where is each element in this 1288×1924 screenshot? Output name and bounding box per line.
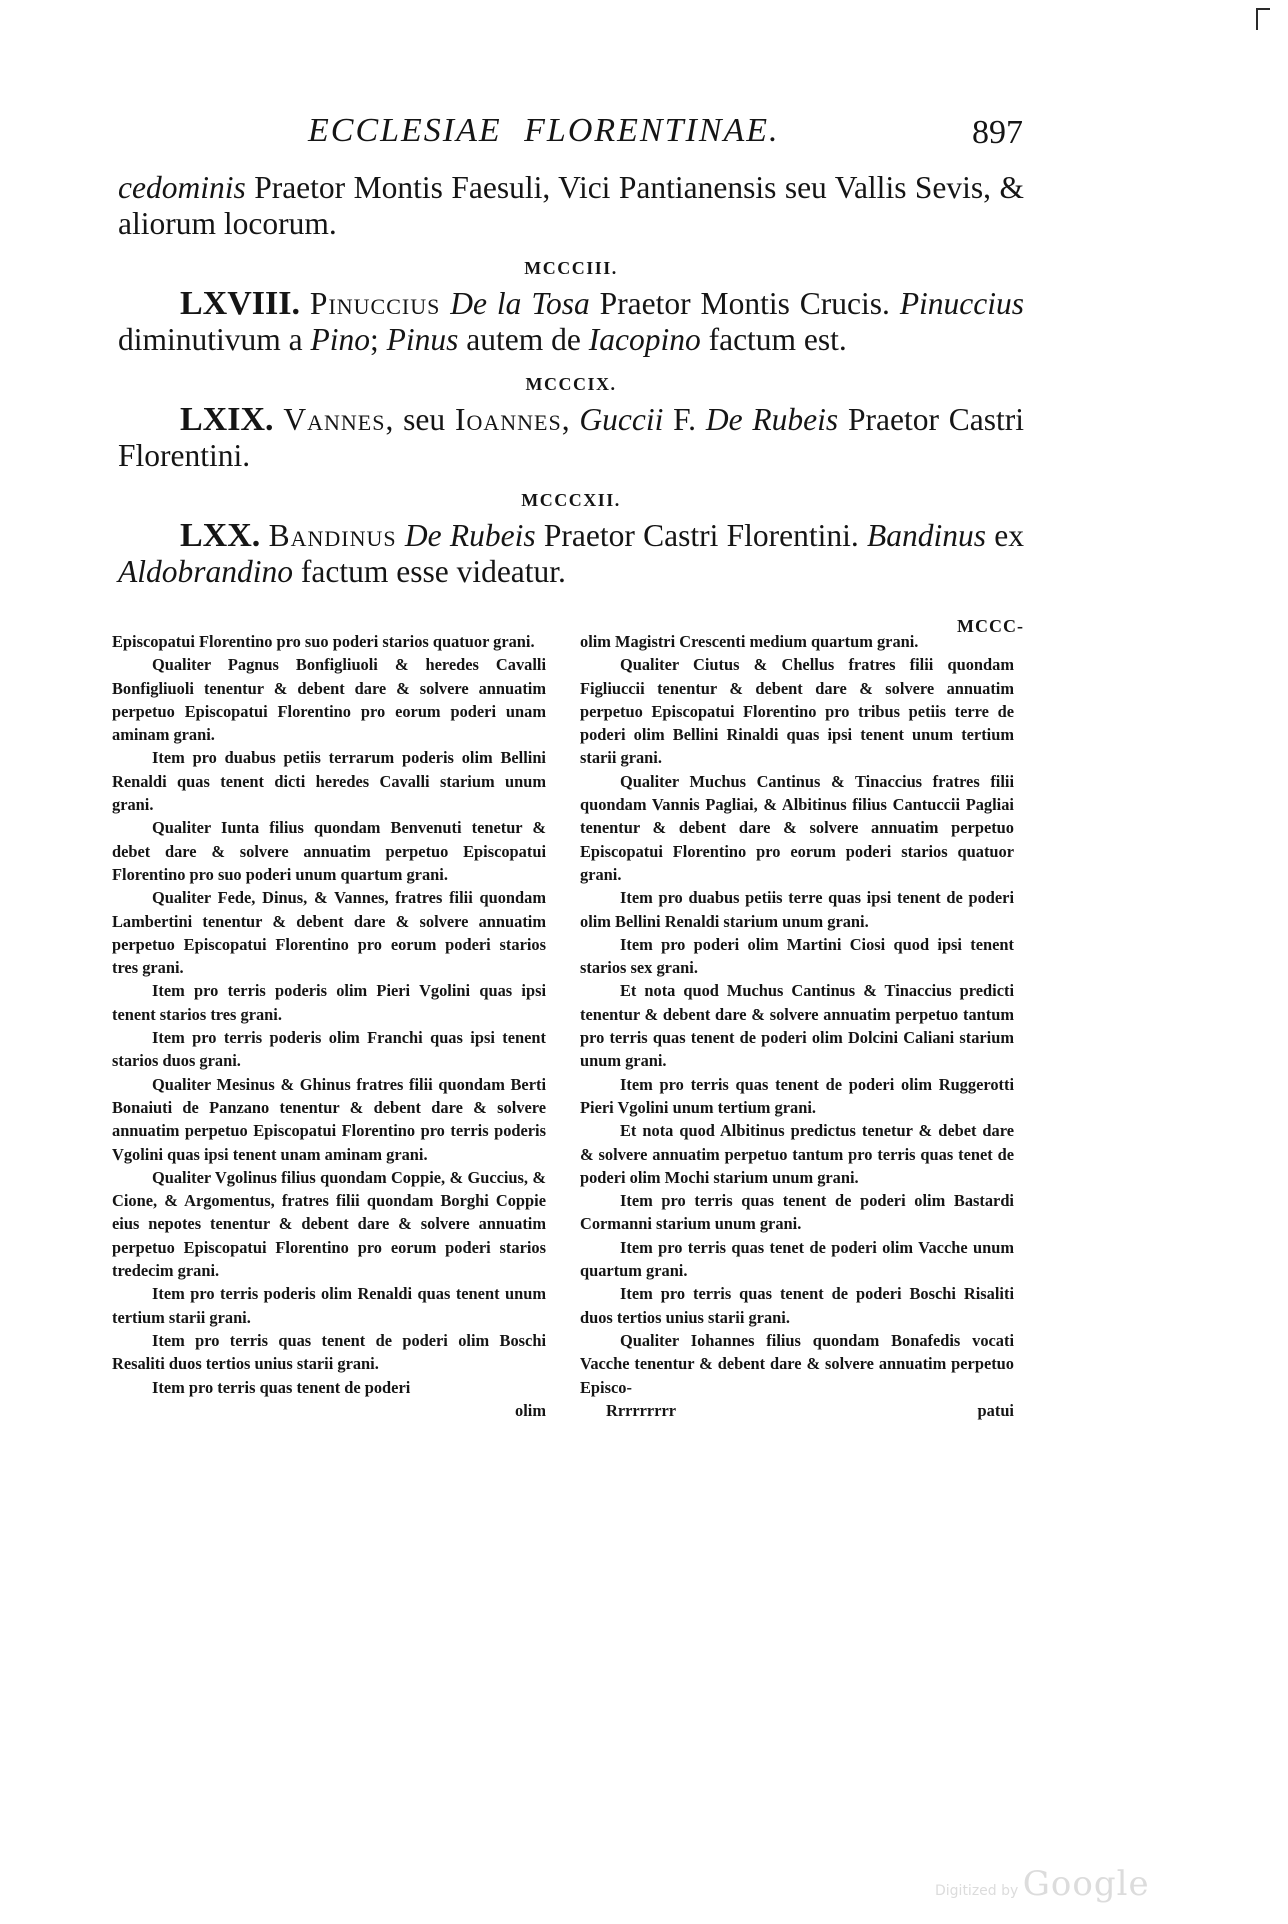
office-text: Praetor Castri Florentini. (535, 518, 868, 553)
column-catchword: olim (515, 1400, 546, 1420)
entry-lxx (118, 518, 1024, 590)
watermark-small-text: Digitized by (935, 1883, 1019, 1899)
paragraph: Episcopatui Florentino pro suo poderi starios quatuor grani. (112, 632, 535, 651)
paragraph: Qualiter Pagnus Bonfigliuoli & heredes Cavalli Bonfigliuoli tenentur & debent dare & solvere annuatim perpetuo Episcopatui Florentino pro eorum poderi unam aminam grani. (112, 655, 546, 745)
name-italic: Pinus (386, 322, 459, 357)
upper-section (118, 170, 1024, 644)
person-name: Bandinus (268, 518, 397, 553)
paragraph: Item pro terris quas tenent de poderi olim Ruggerotti Pieri Vgolini unum tertium grani. (580, 1074, 1014, 1117)
entry-lxix (118, 402, 1024, 474)
watermark-logo-text: Google (1022, 1864, 1150, 1904)
entry-text: , seu (385, 402, 455, 437)
paragraph: Qualiter Iunta filius quondam Benvenuti tenetur & debet dare & solvere annuatim perpetuo Episcopatui Florentino pro suo poderi unum quartum grani. (112, 818, 546, 884)
paragraph: Item pro poderi olim Martini Ciosi quod ipsi tenent starios sex grani. (580, 934, 1014, 978)
paragraph: Item pro terris quas tenet de poderi olim Vacche unum quartum grani. (580, 1237, 1014, 1281)
name-italic: Pinuccius (899, 286, 1025, 321)
page-corner-mark (1256, 8, 1270, 30)
column-catchword: patui (977, 1400, 1014, 1420)
continued-word: cedominis (118, 170, 246, 205)
entry-text: , (561, 402, 580, 437)
family-name: De Rubeis (705, 402, 839, 437)
paragraph: Item pro terris poderis olim Renaldi quas tenent unum tertium starii grani. (112, 1284, 546, 1327)
digitization-watermark (935, 1864, 1150, 1904)
person-name: Pinuccius (309, 286, 441, 321)
right-column (580, 630, 1014, 1422)
year-heading-1309: MCCCIX. (525, 374, 617, 394)
column-footer (580, 1399, 1014, 1422)
paragraph: Item pro terris quas tenent de poderi olim Bastardi Cormanni starium unum grani. (580, 1191, 1014, 1234)
paragraph: Qualiter Fede, Dinus, & Vannes, fratres filii quondam Lambertini tenentur & debent dare & solvere annuatim perpetuo Episcopatui Florentino pro eorum poderi starios tres grani. (112, 888, 546, 978)
paragraph: Qualiter Muchus Cantinus & Tinaccius fratres filii quondam Vannis Pagliai, & Albitinus filius Cantuccii Pagliai tenentur & debent dare & solvere annuatim perpetuo Episcopatui Florentino pro eorum poderi starios quatuor grani. (580, 771, 1014, 884)
paragraph: Item pro duabus petiis terre quas ipsi tenent de poderi olim Bellini Renaldi starium unum grani. (580, 888, 1014, 931)
continued-text: Praetor Montis Faesuli, Vici Pantianensis seu Vallis Sevis, & aliorum locorum. (118, 170, 1024, 241)
paragraph: Qualiter Vgolinus filius quondam Coppie, & Guccius, & Cione, & Argomentus, fratres filii quondam Borghi Coppie eius nepotes tenentur & debent dare & solvere annuatim perpetuo Episcopatui Florentino pro eorum poderi starios tredecim grani. (112, 1167, 546, 1281)
father-name: Guccii (579, 402, 664, 437)
name-italic: Bandinus (867, 518, 987, 553)
person-name: Vannes (283, 402, 386, 437)
roman-numeral: LXX. (180, 517, 261, 554)
roman-numeral: LXIX. (180, 401, 274, 438)
paragraph: Item pro terris poderis olim Franchi quas ipsi tenent starios duos grani. (112, 1028, 546, 1071)
running-title: ECCLESIAE FLORENTINAE. (308, 112, 780, 149)
entry-text: diminutivum a (118, 322, 311, 357)
entry-text: F. (663, 402, 706, 437)
paragraph: Item pro terris poderis olim Pieri Vgolini quas ipsi tenent starios tres grani. (112, 981, 546, 1024)
page-number: 897 (972, 114, 1023, 151)
family-name: De la Tosa (450, 286, 590, 321)
family-name: De Rubeis (404, 518, 536, 553)
entry-text: ex (986, 518, 1025, 553)
name-italic: Pino (310, 322, 370, 357)
paragraph: Item pro terris quas tenent de poderi (152, 1377, 411, 1397)
person-name: Ioannes (454, 402, 562, 437)
paragraph: Qualiter Iohannes filius quondam Bonafedis vocati Vacche tenentur & debent dare & solvere annuatim perpetuo Episco- (580, 1330, 1014, 1397)
paragraph: Item pro duabus petiis terrarum poderis olim Bellini Renaldi quas tenent dicti heredes Cavalli starium unum grani. (112, 748, 546, 815)
continued-entry (118, 170, 1024, 242)
paragraph: Item pro terris quas tenent de poderi olim Boschi Resaliti duos tertios unius starii grani. (112, 1330, 546, 1374)
name-italic: Iacopino (588, 322, 701, 357)
document-columns (112, 630, 1014, 1650)
paragraph: Item pro terris quas tenent de poderi Boschi Risaliti duos tertios unius starii grani. (580, 1284, 1014, 1327)
entry-text: factum esse videatur. (293, 554, 566, 589)
entry-text: autem de (458, 322, 589, 357)
upper-catchword: MCCC- (957, 616, 1024, 636)
year-heading-1312: MCCCXII. (521, 490, 621, 510)
paragraph: Et nota quod Albitinus predictus tenetur & debet dare & solvere annuatim perpetuo tantum pro terris quas tenet de poderi olim Mochi starium unum grani. (580, 1121, 1014, 1187)
name-italic: Aldobrandino (118, 554, 294, 589)
entry-text: factum est. (700, 322, 847, 357)
paragraph: olim Magistri Crescenti medium quartum grani. (580, 632, 919, 651)
entry-text: ; (370, 322, 387, 357)
paragraph: Et nota quod Muchus Cantinus & Tinaccius predicti tenentur & debent dare & solvere annuatim perpetuo tantum pro terris quas tenent de poderi olim Dolcini Caliani starium unum grani. (580, 981, 1014, 1071)
office-text: Praetor Montis Crucis. (589, 286, 890, 321)
office-text: Praetor Castri Florentini. (118, 402, 1025, 473)
year-heading-1303: MCCCIII. (524, 258, 618, 278)
paragraph: Qualiter Ciutus & Chellus fratres filii quondam Figliuccii tenentur & debent dare & solvere annuatim perpetuo Episcopatui Florentino pro tribus petiis terre de poderi olim Bellini Rinaldi quas ipsi tenent unum tertium starii grani. (580, 655, 1014, 768)
entry-lxviii (118, 286, 1024, 358)
paragraph: Qualiter Mesinus & Ghinus fratres filii quondam Berti Bonaiuti de Panzano tenentur & debent dare & solvere annuatim perpetuo Episcopatui Florentino pro terris poderis Vgolini quas ipsi tenent unam aminam grani. (112, 1074, 546, 1164)
left-column (112, 630, 546, 1422)
signature-mark: Rrrrrrrrr (606, 1400, 677, 1420)
roman-numeral: LXVIII. (180, 285, 300, 322)
page-header (298, 112, 1023, 156)
